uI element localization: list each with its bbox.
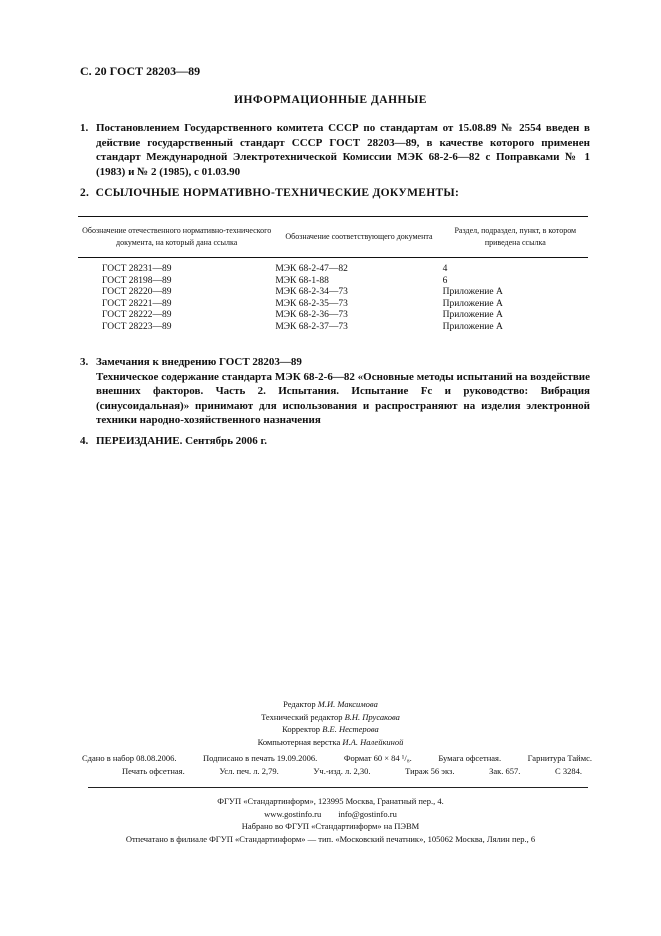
table-row <box>78 310 588 322</box>
editors-block <box>0 698 661 748</box>
print-info <box>82 752 592 778</box>
editor-role: Редактор <box>283 699 316 709</box>
table-cell-gost: ГОСТ 28231—89 <box>102 264 172 274</box>
table-row <box>78 322 588 334</box>
table-cell-section: Приложение А <box>442 298 503 309</box>
editor-line <box>0 711 661 724</box>
section-4-text: ПЕРЕИЗДАНИЕ. Сентябрь 2006 г. <box>96 435 268 447</box>
print-info-item: Гарнитура Таймс. <box>527 753 592 763</box>
print-info-item: С 3284. <box>555 766 582 776</box>
editor-line <box>0 723 661 736</box>
table-cell-gost: ГОСТ 28223—89 <box>102 321 172 332</box>
table-row <box>78 299 588 311</box>
table-cell-section: Приложение А <box>442 321 503 332</box>
table-row <box>78 276 588 288</box>
section-3-heading: Замечания к внедрению ГОСТ 28203—89 <box>96 356 302 368</box>
publisher-line: www.gostinfo.ru info@gostinfo.ru <box>264 808 397 819</box>
table-cell-gost: ГОСТ 28220—89 <box>102 287 172 297</box>
section-4-number: 4. <box>80 435 89 447</box>
print-info-item: Тираж 56 экз. <box>405 766 455 776</box>
editor-name: В.Н. Прусакова <box>344 711 400 722</box>
print-info-line-2 <box>82 765 592 778</box>
section-2-number: 2. <box>80 187 90 199</box>
print-info-line-1 <box>82 752 592 765</box>
print-info-item: Формат 60 × 84 ¹/₈. <box>343 753 412 763</box>
table-cell-section: 6 <box>442 275 448 286</box>
table-header-row <box>78 217 588 258</box>
table-cell-iec: МЭК 68-2-47—82 <box>275 264 348 274</box>
print-info-item: Зак. 657. <box>489 766 521 776</box>
section-1-text: Постановлением Государственного комитета СССР по стандартам от 15.08.89 № 2554 введен в действие государственный стандарт СССР ГОСТ 28203—89, в качестве которого применен стандарт Международной Электротехнической Комиссии МЭК 68-2-6—82 с Поправками № 1 (1983) и № 2 (1985), с 01.03.90 <box>96 122 590 178</box>
section-3-number: 3. <box>80 356 89 368</box>
table-row <box>78 258 588 276</box>
table-header-cell: Обозначение отечественного нормативно-технического документа, на который дана ссылка <box>78 217 275 258</box>
editor-line <box>0 698 661 711</box>
table-cell-gost: ГОСТ 28221—89 <box>102 298 172 309</box>
editor-name: И.А. Налейкиной <box>342 736 404 747</box>
table-cell-iec: МЭК 68-1-88 <box>275 275 329 286</box>
publisher-line: Набрано во ФГУП «Стандартинформ» на ПЭВМ <box>241 821 420 831</box>
publisher-line: Отпечатано в филиале ФГУП «Стандартинформ» — тип. «Московский печатник», 105062 Москва, Лялин пер., 6 <box>125 833 536 844</box>
table-cell-gost: ГОСТ 28222—89 <box>102 310 172 320</box>
publisher-block <box>0 795 661 845</box>
page-title: ИНФОРМАЦИОННЫЕ ДАННЫЕ <box>234 94 427 106</box>
editor-name: В.Е. Нестерова <box>322 724 379 734</box>
section-3 <box>80 355 590 428</box>
section-1 <box>80 121 590 179</box>
table-cell-section: Приложение А <box>442 287 503 297</box>
section-2-heading <box>80 187 459 199</box>
publisher-line: ФГУП «Стандартинформ», 123995 Москва, Гранатный пер., 4. <box>217 796 444 806</box>
editor-role: Компьютерная верстка <box>257 736 341 747</box>
table-cell-iec: МЭК 68-2-36—73 <box>275 310 348 320</box>
table-cell-section: Приложение А <box>442 310 503 320</box>
print-info-item: Бумага офсетная. <box>438 753 502 763</box>
references-table <box>78 216 588 333</box>
print-info-item: Печать офсетная. <box>122 766 185 776</box>
section-1-number: 1. <box>80 122 89 134</box>
editor-role: Технический редактор <box>261 711 343 722</box>
table-cell-iec: МЭК 68-2-34—73 <box>275 287 348 297</box>
print-info-item: Усл. печ. л. 2,79. <box>219 766 279 776</box>
print-info-item: Сдано в набор 08.08.2006. <box>82 753 177 763</box>
table-cell-gost: ГОСТ 28198—89 <box>102 275 172 286</box>
editor-line <box>0 736 661 749</box>
table-cell-iec: МЭК 68-2-35—73 <box>275 298 348 309</box>
print-info-item: Уч.-изд. л. 2,30. <box>313 766 371 776</box>
section-2-title: ССЫЛОЧНЫЕ НОРМАТИВНО-ТЕХНИЧЕСКИЕ ДОКУМЕНТЫ: <box>95 187 460 199</box>
table-header-cell: Раздел, подраздел, пункт, в котором приведена ссылка <box>443 217 588 258</box>
table-cell-section: 4 <box>442 264 448 274</box>
table-row <box>78 287 588 299</box>
table-cell-iec: МЭК 68-2-37—73 <box>275 321 348 332</box>
divider <box>88 787 588 788</box>
page-header: С. 20 ГОСТ 28203—89 <box>80 64 201 78</box>
editor-role: Корректор <box>282 724 321 734</box>
editor-name: М.И. Максимова <box>317 699 378 709</box>
print-info-item: Подписано в печать 19.09.2006. <box>203 753 318 763</box>
table-header-cell: Обозначение соответствующего документа <box>275 217 442 258</box>
section-4 <box>80 434 590 449</box>
section-3-text: Техническое содержание стандарта МЭК 68-2-6—82 «Основные методы испытаний на воздействие внешних факторов. Часть 2. Испытания. Испытание Fc и руководство: Вибрация (синусоидальная)» принимают для использования и распространяют на изделия электронной техники народно-хозяйственного назначения <box>96 370 590 426</box>
